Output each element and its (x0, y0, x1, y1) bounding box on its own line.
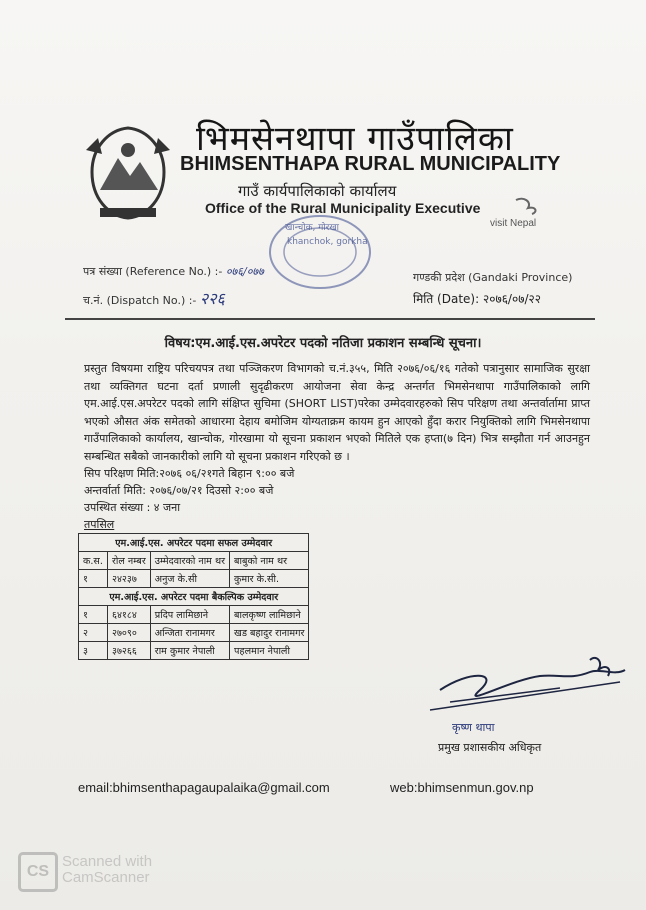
signatory-title: प्रमुख प्रशासकीय अधिकृत (438, 741, 542, 754)
table-cell: २७०९० (107, 624, 150, 642)
section-title-alternate: एम.आई.एस. अपरेटर पदमा बैकल्पिक उम्मेदवार (79, 588, 309, 606)
schedule-label: तपसिल (84, 518, 115, 531)
header-cell: बाबुको नाम थर (230, 552, 309, 570)
camscanner-logo-icon: CS (18, 852, 58, 892)
camscanner-watermark (18, 852, 198, 892)
skill-test-date: सिप परिक्षण मिति:२०७६ ०६/२१गते बिहान ९:०० बजे (84, 467, 295, 480)
visit-nepal-text: visit Nepal (490, 218, 537, 229)
table-cell: राम कुमार नेपाली (150, 642, 229, 660)
table-cell: २ (79, 624, 108, 642)
dispatch-value: २२६ (199, 289, 225, 308)
section-row (79, 534, 309, 552)
title-english: BHIMSENTHAPA RURAL MUNICIPALITY (180, 153, 561, 175)
province: गण्डकी प्रदेश (Gandaki Province) (413, 271, 573, 284)
interview-date: अन्तर्वार्ता मिति: २०७६/०७/२१ दिउसो २:०० बजे (84, 484, 274, 497)
table-cell: कुमार के.सी. (230, 570, 309, 588)
handwritten-signature (420, 650, 630, 720)
date-value: २०७६/०७/२२ (482, 292, 541, 306)
reference-label: पत्र संख्या (Reference No.) :- (83, 265, 223, 278)
footer-website: web:bhimsenmun.gov.np (390, 780, 534, 795)
header-cell: उम्मेदवारको नाम थर (150, 552, 229, 570)
reference-value: ०७६/०७७ (225, 265, 264, 278)
camscanner-line-2: CamScanner (62, 869, 150, 886)
table-cell: प्रदिप लामिछाने (150, 606, 229, 624)
table-cell: ३७२६६ (107, 642, 150, 660)
footer-email: email:bhimsenthapagaupalaika@gmail.com (78, 780, 330, 795)
dispatch-label: च.नं. (Dispatch No.) :- (83, 294, 197, 307)
table-cell: ३ (79, 642, 108, 660)
office-english: Office of the Rural Municipality Executive (205, 200, 481, 216)
subject-line: विषय:एम.आई.एस.अपरेटर पदको नतिजा प्रकाशन सम्बन्धि सूचना। (164, 336, 482, 351)
header-divider (65, 318, 595, 320)
dispatch-no (83, 287, 225, 309)
notice-body: प्रस्तुत विषयमा राष्ट्रिय परिचयपत्र तथा पञ्जिकरण विभागको च.नं.३५५, मिति २०७६/०६/१६ गतेको पत्रानुसार सामाजिक सुरक्षा तथा व्यक्तिगत घटना दर्ता प्रणाली सुदृढीकरण आयोजना सेवा केन्द्र अन्तर्गत भिमसेनथापा गाउँपालिकाको लागि एम.आई.एस.अपरेटर पदको लागि संक्षिप्त सुचिमा (SHORT LIST)परेका उम्मेदवारहरुको सिप परिक्षण तथा अन्तर्वार्तामा प्राप्त भएको औसत अंक समेतको आधारमा देहाय बमोजिम योग्यताक्रम कायम हुन आएको हुँदा करार नियुक्तिको लागि भिमसेनथापा गाउँपालिकाको कार्यालय, खान्चोक, गोरखामा यो सूचना प्रकाशन भएको मितिले एक हप्ता(७ दिन) भित्र सम्झौता गर्न आउनहुन सम्बन्धित सबैको जानकारीको लागि यो सूचना प्रकाशन गरिएको छ । (84, 362, 590, 463)
table-row (79, 606, 309, 624)
table-row (79, 570, 309, 588)
table-cell: २४२३७ (107, 570, 150, 588)
section-title-successful: एम.आई.एस. अपरेटर पदमा सफल उम्मेदवार (79, 534, 309, 552)
section-row (79, 588, 309, 606)
attendance-count: उपस्थित संख्या : ४ जना (84, 501, 181, 514)
header-cell: क.स. (79, 552, 108, 570)
title-nepali: भिमसेनथापा गाउँपालिका (196, 119, 514, 159)
table-cell: ६४१८४ (107, 606, 150, 624)
table-cell: अनुज के.सी (150, 570, 229, 588)
table-row (79, 642, 309, 660)
stamp-line-2: khanchok, gorkha (287, 237, 368, 247)
signatory-name: कृष्ण थापा (452, 721, 495, 734)
visit-nepal-logo (488, 194, 560, 234)
table-cell: पहलमान नेपाली (230, 642, 309, 660)
table-row (79, 624, 309, 642)
date-label: मिति (Date): (413, 292, 480, 306)
table-cell: १ (79, 606, 108, 624)
stamp-line-1: खान्चोक, गोरखा (285, 223, 340, 233)
header-cell: रोल नम्बर (107, 552, 150, 570)
nepal-emblem-icon (78, 120, 178, 225)
table-cell: खड बहादुर रानामगर (230, 624, 309, 642)
date (413, 290, 541, 307)
table-cell: अन्जिता रानामगर (150, 624, 229, 642)
table-cell: बालकृष्ण लामिछाने (230, 606, 309, 624)
office-nepali: गाउँ कार्यपालिकाको कार्यालय (238, 182, 397, 200)
results-table (78, 533, 309, 660)
camscanner-text (62, 854, 152, 886)
reference-no (83, 264, 264, 279)
table-cell: १ (79, 570, 108, 588)
office-stamp (265, 212, 375, 292)
camscanner-line-1: Scanned with (62, 853, 153, 870)
table-header-row (79, 552, 309, 570)
